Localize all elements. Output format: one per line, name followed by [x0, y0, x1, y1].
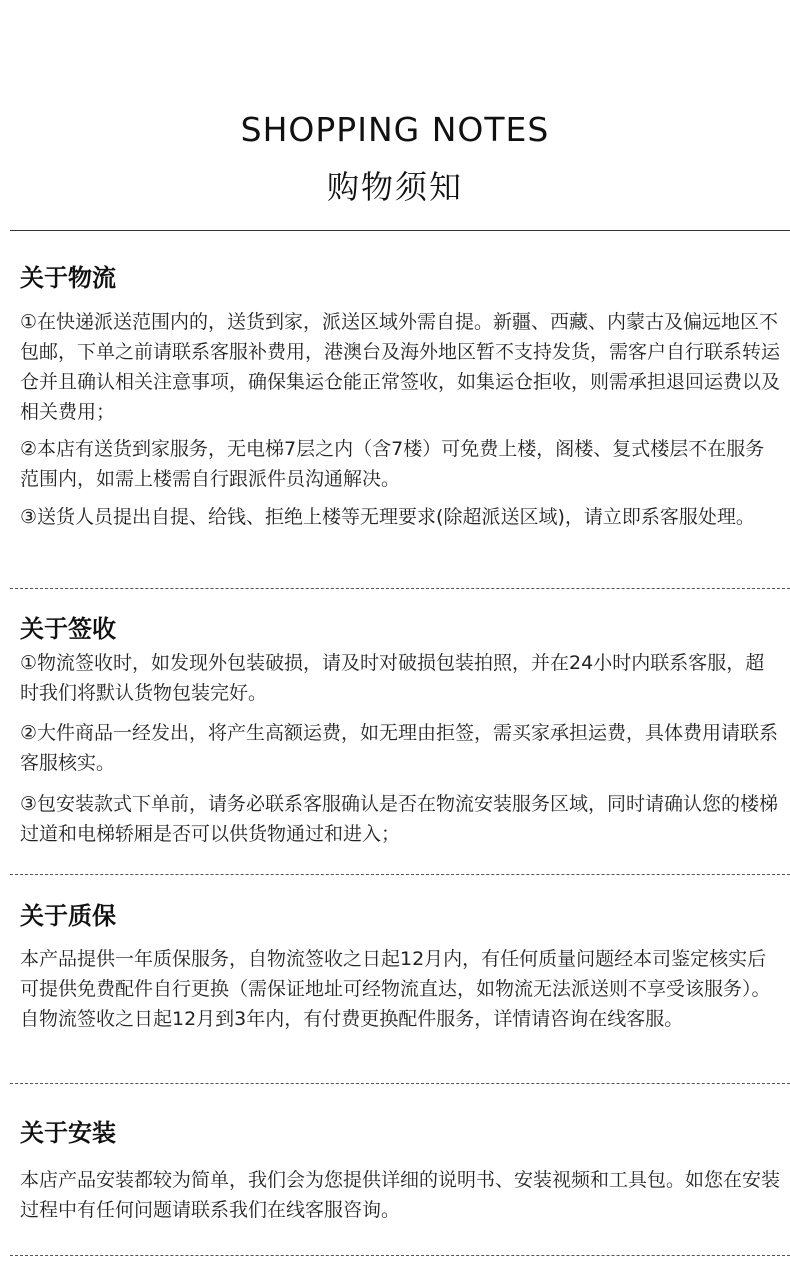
warranty-note: 本产品提供一年质保服务，自物流签收之日起12月内，有任何质量问题经本司鉴定核实后可提供免费配件自行更换（需保证地址可经物流直达，如物流无法派送则不享受该服务）。自物流签收之日起12月到3年内，有付费更换配件服务，详情请咨询在线客服。 — [20, 948, 771, 1030]
header-divider — [10, 230, 790, 231]
section-heading-signing: 关于签收 — [20, 615, 116, 643]
logistics-note-2: ②本店有送货到家服务，无电梯7层之内（含7楼）可免费上楼，阁楼、复式楼层不在服务范围内，如需上楼需自行跟派件员沟通解决。 — [20, 438, 765, 490]
signing-note-2: ②大件商品一经发出，将产生高额运费，如无理由拒签，需买家承担运费，具体费用请联系客服核实。 — [20, 722, 779, 774]
signing-note-3: ③包安装款式下单前，请务必联系客服确认是否在物流安装服务区域，同时请确认您的楼梯过道和电梯轿厢是否可以供货物通过和进入； — [20, 793, 779, 845]
section-heading-installation: 关于安装 — [20, 1119, 116, 1147]
section-divider — [10, 874, 790, 875]
section-heading-warranty: 关于质保 — [20, 902, 116, 930]
section-heading-logistics: 关于物流 — [20, 264, 116, 292]
installation-note: 本店产品安装都较为简单，我们会为您提供详细的说明书、安装视频和工具包。如您在安装过程中有任何问题请联系我们在线客服咨询。 — [20, 1169, 781, 1221]
section-divider — [10, 1255, 790, 1256]
section-divider — [10, 588, 790, 589]
logistics-note-3: ③送货人员提出自提、给钱、拒绝上楼等无理要求(除超派送区域)，请立即系客服处理。 — [20, 506, 755, 528]
logistics-note-1: ①在快递派送范围内的，送货到家，派送区域外需自提。新疆、西藏、内蒙古及偏远地区不包邮，下单之前请联系客服补费用，港澳台及海外地区暂不支持发货，需客户自行联系转运仓并且确认相关注意事项，确保集运仓能正常签收，如集运仓拒收，则需承担退回运费以及相关费用； — [20, 311, 781, 423]
signing-note-1: ①物流签收时，如发现外包装破损，请及时对破损包装拍照，并在24小时内联系客服，超时我们将默认货物包装完好。 — [20, 652, 765, 704]
page-title-en: SHOPPING NOTES — [240, 110, 550, 149]
page-title-cn: 购物须知 — [326, 168, 463, 206]
section-divider — [10, 1083, 790, 1084]
